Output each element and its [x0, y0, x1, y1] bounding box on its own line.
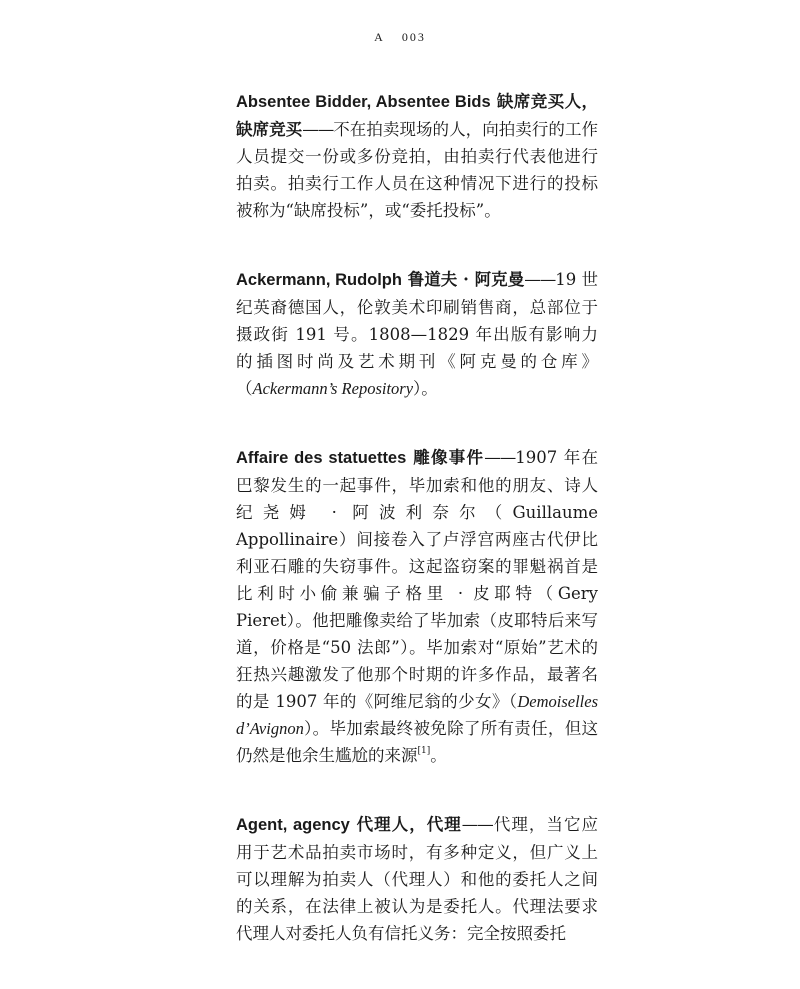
- entry-definition: 19 世纪英裔德国人，伦敦美术印刷销售商，总部位于摄政街 191 号。1808—1829 年出版有影响力的插图时尚及艺术期刊《阿克曼的仓库》（: [236, 270, 599, 398]
- entry-dash: ——: [302, 120, 334, 139]
- entry-dash: ——: [461, 815, 493, 834]
- entry-definition-end: ）。: [413, 379, 438, 398]
- entry-definition: 代理，当它应用于艺术品拍卖市场时，有多种定义，但广义上可以理解为拍卖人（代理人）和他的委托人之间的关系，在法律上被认为是委托人。代理法要求代理人对委托人负有信托义务：完全按照委托: [236, 815, 598, 943]
- entry-definition: 不在拍卖现场的人，向拍卖行的工作人员提交一份或多份竞拍，由拍卖行代表他进行拍卖。拍卖行工作人员在这种情况下进行的投标被称为“缺席投标”，或“委托投标”。: [236, 120, 599, 220]
- entry-italic-title: Demoiselles d’Avignon: [236, 692, 598, 738]
- glossary-entry: [236, 811, 598, 947]
- term-english: Absentee Bidder, Absentee Bids: [236, 93, 491, 111]
- glossary-entry: [236, 88, 598, 224]
- entry-italic-title: Ackermann’s Repository: [252, 379, 414, 398]
- entry-definition: 1907 年在巴黎发生的一起事件，毕加索和他的朋友、诗人纪尧姆 · 阿波利奈尔（Guillaume Appollinaire）间接卷入了卢浮宫两座古代伊比利亚石雕的失窃事件。这起盗窃案的罪魁祸首是比利时小偷兼骗子格里 · 皮耶特（Gery Pieret）。他把雕像卖给了毕加索（皮耶特后来写道，价格是“50 法郎”）。毕加索对“原始”艺术的狂热兴趣激发了他那个时期的许多作品，最著名的是 1907 年的《阿维尼翁的少女》（: [236, 448, 599, 711]
- entry-term: [236, 815, 462, 834]
- entry-term: [236, 270, 524, 289]
- glossary-body: [236, 88, 598, 989]
- entry-definition-cont: ）。毕加索最终被免除了所有责任，但这仍然是他余生尴尬的来源: [236, 719, 598, 765]
- section-letter: A: [374, 30, 385, 44]
- entry-term: [236, 448, 484, 467]
- running-header: [0, 30, 800, 45]
- term-english: Agent, agency: [236, 816, 350, 834]
- term-english: Affaire des statuettes: [236, 449, 407, 467]
- glossary-entry: [236, 266, 598, 402]
- term-chinese: 雕像事件: [413, 448, 485, 467]
- entry-definition-end: 。: [430, 746, 447, 765]
- page-number: 003: [401, 30, 426, 44]
- term-chinese: 代理人，代理: [356, 815, 462, 834]
- term-english: Ackermann, Rudolph: [236, 271, 402, 289]
- glossary-entry: [236, 444, 598, 769]
- entry-dash: ——: [524, 270, 556, 289]
- term-chinese: 鲁道夫 · 阿克曼: [407, 270, 525, 289]
- term-chinese: 缺席竞买人，缺席竞买: [236, 92, 599, 139]
- footnote-marker[interactable]: [1]: [417, 746, 431, 756]
- entry-dash: ——: [484, 448, 516, 467]
